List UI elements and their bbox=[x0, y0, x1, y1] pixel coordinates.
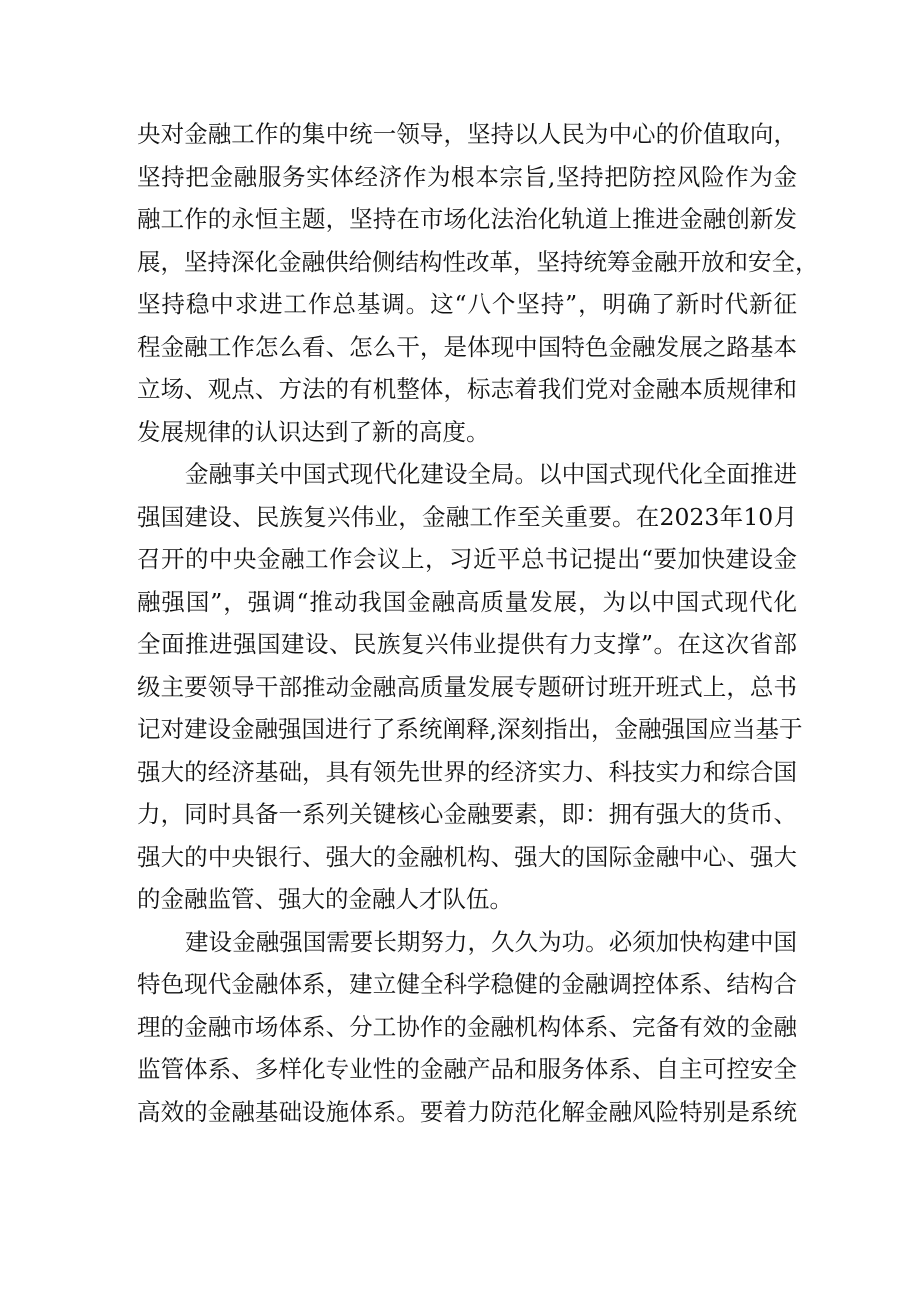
text-line: 特色现代金融体系，建立健全科学稳健的金融调控体系、结构合 bbox=[137, 970, 797, 998]
text-line: 理的金融市场体系、分工协作的金融机构体系、完备有效的金融 bbox=[137, 1012, 797, 1041]
text-line: 记对建设金融强国进行了系统阐释,深刻指出，金融强国应当基于 bbox=[137, 715, 803, 743]
text-line: 坚持稳中求进工作总基调。这“八个坚持”，明确了新时代新征 bbox=[137, 290, 797, 318]
text-line: 立场、观点、方法的有机整体，标志着我们党对金融本质规律和 bbox=[137, 375, 797, 403]
text-line: 融工作的永恒主题，坚持在市场化法治化轨道上推进金融创新发 bbox=[137, 205, 797, 233]
text-line: 发展规律的认识达到了新的高度。 bbox=[137, 417, 490, 446]
text-line: 强大的经济基础，具有领先世界的经济实力、科技实力和综合国 bbox=[137, 757, 797, 786]
text-line: 力，同时具备一系列关键核心金融要素，即：拥有强大的货币、 bbox=[137, 800, 797, 828]
text-line: 央对金融工作的集中统一领导，坚持以人民为中心的价值取向， bbox=[137, 120, 797, 148]
text-line: 强大的中央银行、强大的金融机构、强大的国际金融中心、强大 bbox=[137, 842, 797, 871]
paragraph-1 bbox=[137, 113, 819, 453]
text-line: 展，坚持深化金融供给侧结构性改革，坚持统筹金融开放和安全， bbox=[137, 247, 819, 276]
paragraph-2 bbox=[137, 453, 803, 921]
text-line: 高效的金融基础设施体系。要着力防范化解金融风险特别是系统 bbox=[137, 1097, 797, 1126]
text-line: 召开的中央金融工作会议上，习近平总书记提出“要加快建设金 bbox=[137, 545, 797, 573]
text-line: 的金融监管、强大的金融人才队伍。 bbox=[137, 885, 513, 913]
text-line: 监管体系、多样化专业性的金融产品和服务体系、自主可控安全 bbox=[137, 1055, 797, 1083]
text-line: 程金融工作怎么看、怎么干，是体现中国特色金融发展之路基本 bbox=[137, 332, 797, 361]
text-line: 建设金融强国需要长期努力，久久为功。必须加快构建中国 bbox=[185, 927, 797, 956]
document-body bbox=[137, 113, 819, 1133]
text-line: 坚持把金融服务实体经济作为根本宗旨,坚持把防控风险作为金 bbox=[137, 162, 797, 191]
text-line: 全面推进强国建设、民族复兴伟业提供有力支撑”。在这次省部 bbox=[137, 630, 797, 658]
text-line: 融强国”，强调“推动我国金融高质量发展，为以中国式现代化 bbox=[137, 587, 797, 616]
paragraph-3 bbox=[137, 921, 797, 1134]
text-line: 级主要领导干部推动金融高质量发展专题研讨班开班式上，总书 bbox=[137, 672, 797, 701]
text-line: 金融事关中国式现代化建设全局。以中国式现代化全面推进 bbox=[185, 460, 797, 488]
text-line: 强国建设、民族复兴伟业，金融工作至关重要。在2023年10月 bbox=[137, 502, 797, 531]
